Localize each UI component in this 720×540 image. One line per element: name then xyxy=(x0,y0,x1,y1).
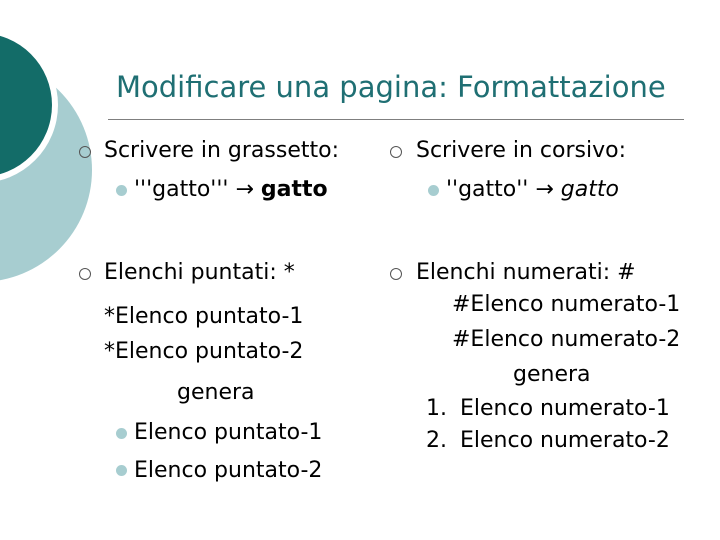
bold-example-code: '''gatto''' xyxy=(134,177,229,202)
numbered-code-line-2: #Elenco numerato-2 xyxy=(452,327,681,352)
italic-example-line xyxy=(446,174,619,206)
numbered-item-text: Elenco numerato-2 xyxy=(460,428,670,453)
bullet-code-line-2: *Elenco puntato-2 xyxy=(104,339,304,364)
filled-circle-bullet-icon xyxy=(116,465,127,476)
numbered-item-number: 1. xyxy=(426,396,447,421)
bullet-result-item-1: Elenco puntato-1 xyxy=(134,420,323,445)
filled-circle-bullet-icon xyxy=(428,185,439,196)
italic-example-result: gatto xyxy=(560,177,619,202)
bullet-code-line-1: *Elenco puntato-1 xyxy=(104,304,304,329)
numbered-code-line-1: #Elenco numerato-1 xyxy=(452,292,681,317)
generates-label: genera xyxy=(513,362,591,387)
decorative-circles xyxy=(0,0,120,300)
filled-circle-bullet-icon xyxy=(116,428,127,439)
bullet-result-item-2: Elenco puntato-2 xyxy=(134,458,323,483)
numbered-result-item-2 xyxy=(426,425,670,457)
bold-example-result: gatto xyxy=(260,177,328,202)
italic-example-code: ''gatto'' xyxy=(446,177,529,202)
bold-example-line xyxy=(134,174,328,206)
numbered-item-text: Elenco numerato-1 xyxy=(460,396,670,421)
right-arrow-icon: → xyxy=(235,177,254,202)
hollow-circle-bullet-icon xyxy=(390,268,402,280)
bold-heading: Scrivere in grassetto: xyxy=(104,138,339,163)
right-arrow-icon: → xyxy=(535,177,554,202)
slide-title: Modificare una pagina: Formattazione xyxy=(116,70,666,104)
italic-heading: Scrivere in corsivo: xyxy=(416,138,626,163)
numbered-result-item-1 xyxy=(426,393,670,425)
numbered-item-number: 2. xyxy=(426,428,447,453)
generates-label: genera xyxy=(177,380,255,405)
title-divider xyxy=(108,119,684,120)
hollow-circle-bullet-icon xyxy=(79,268,91,280)
bullet-list-heading: Elenchi puntati: * xyxy=(104,260,295,285)
numbered-list-heading: Elenchi numerati: # xyxy=(416,260,636,285)
hollow-circle-bullet-icon xyxy=(79,146,91,158)
filled-circle-bullet-icon xyxy=(116,185,127,196)
hollow-circle-bullet-icon xyxy=(390,146,402,158)
